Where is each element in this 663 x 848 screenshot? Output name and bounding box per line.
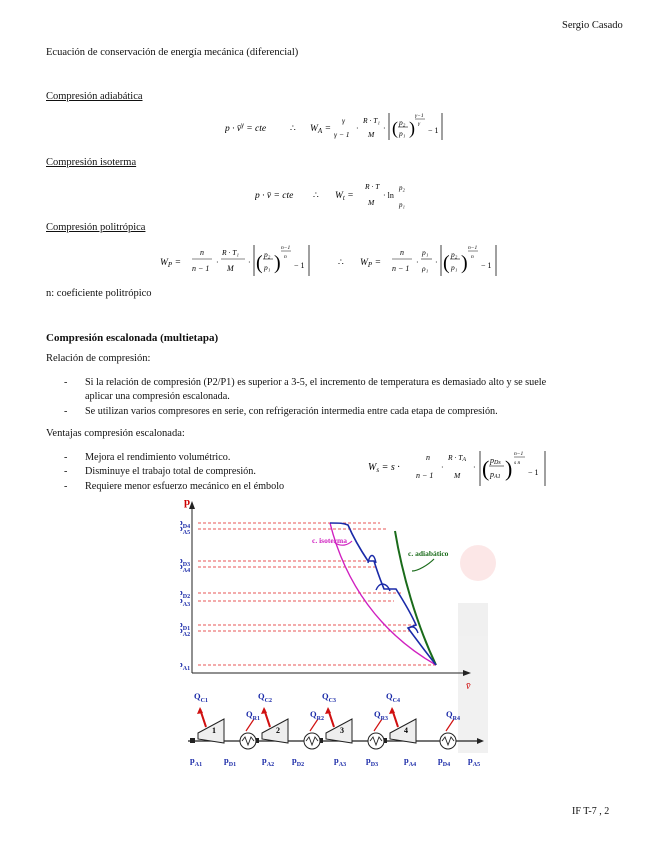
stage-number: 4 bbox=[404, 726, 408, 735]
svg-text:· ln: · ln bbox=[383, 191, 394, 200]
list-item: - Se utilizan varios compresores en serie, con refrigeración intermedia entre cada etapa de compresión. bbox=[64, 406, 498, 417]
svg-text:R · T₁: R · T₁ bbox=[363, 116, 380, 125]
header-author: Sergio Casado bbox=[562, 20, 623, 31]
compressor-heat-label: $Q_{C1}$ bbox=[194, 691, 208, 704]
stage-number: 3 bbox=[340, 726, 344, 735]
svg-text:(: ( bbox=[482, 456, 490, 481]
line-pressure-label: $p_{D1}$ bbox=[224, 755, 237, 768]
cooler-heat-label: $Q_{R3}$ bbox=[374, 709, 388, 722]
svg-text:): ) bbox=[274, 252, 281, 274]
staged-equation bbox=[368, 446, 563, 493]
polytropic-note: n: coeficiente politrópico bbox=[46, 288, 152, 299]
svg-text:∴: ∴ bbox=[338, 257, 344, 267]
compressor-heat-label: $Q_{C3}$ bbox=[322, 691, 336, 704]
svg-text:p₁: p₁ bbox=[399, 201, 405, 209]
compressor-icon bbox=[326, 719, 352, 743]
svg-text:p₁: p₁ bbox=[451, 263, 458, 272]
svg-text:Wt =: $W_t$ = bbox=[335, 191, 354, 202]
axis-y-label: p bbox=[184, 496, 191, 508]
intro-line: Ecuación de conservación de energía mecánica (diferencial) bbox=[46, 47, 299, 58]
list-item: - Si la relación de compresión (P2/P1) es superior a 3-5, el incremento de temperatura es demasiado alto y se suele bbox=[64, 377, 547, 388]
svg-text:p₂: p₂ bbox=[399, 118, 406, 127]
pressure-label: $p_{A3}$ bbox=[180, 595, 191, 608]
svg-text:WA =: $W_A$ = bbox=[310, 124, 331, 135]
adiabatic-equations bbox=[225, 107, 455, 146]
polytropic-equations bbox=[160, 241, 510, 284]
stage-number: 2 bbox=[276, 726, 280, 735]
svg-text:·: · bbox=[441, 463, 444, 472]
polytropic-equations-svg bbox=[160, 241, 510, 281]
svg-text:γ: γ bbox=[418, 121, 421, 127]
cooler-heat-label: $Q_{R4}$ bbox=[446, 709, 460, 722]
line-pressure-label: $p_{D2}$ bbox=[292, 755, 305, 768]
pressure-label: $p_{D4}$ bbox=[180, 517, 191, 530]
staged-ratio-label: Relación de compresión: bbox=[46, 353, 151, 364]
list-item: - Mejora el rendimiento volumétrico. bbox=[64, 452, 231, 463]
pressure-label: $p_{D3}$ bbox=[180, 555, 191, 568]
svg-text:− 1: − 1 bbox=[528, 468, 539, 477]
svg-text:n: n bbox=[400, 248, 404, 257]
list-item: aplicar una compresión escalonada. bbox=[85, 391, 230, 402]
svg-text:(: ( bbox=[392, 118, 398, 138]
pressure-label: $p_{A2}$ bbox=[180, 625, 191, 638]
list-item: - Disminuye el trabajo total de compresión. bbox=[64, 466, 256, 477]
svg-text:n − 1: n − 1 bbox=[416, 471, 434, 480]
pressure-labels bbox=[180, 517, 190, 672]
svg-text:n−1: n−1 bbox=[468, 245, 478, 251]
svg-text:ρ₁: ρ₁ bbox=[422, 264, 429, 273]
pressure-label: $p_{A1}$ bbox=[180, 659, 191, 672]
svg-text:pDs: pDs bbox=[490, 456, 501, 466]
svg-text:): ) bbox=[409, 118, 415, 138]
compressor-stage bbox=[190, 691, 224, 743]
line-pressure-label: $p_{A3}$ bbox=[334, 755, 347, 768]
svg-text:p₁: p₁ bbox=[264, 263, 271, 272]
line-pressure-label: $p_{A1}$ bbox=[190, 755, 203, 768]
svg-text:∴: ∴ bbox=[290, 123, 296, 133]
svg-text:M: M bbox=[368, 130, 375, 139]
svg-text:·: · bbox=[416, 258, 419, 267]
svg-text:M: M bbox=[368, 198, 375, 207]
svg-text:s n: s n bbox=[514, 460, 521, 466]
svg-text:(: ( bbox=[443, 252, 450, 274]
adiabatic-label: c. adiabático bbox=[408, 549, 449, 558]
list-item: - Requiere menor esfuerzo mecánico en el émbolo bbox=[64, 481, 285, 492]
svg-text:): ) bbox=[461, 252, 468, 274]
svg-text:p₂: p₂ bbox=[264, 250, 271, 259]
svg-text:WP =: $W_P$ = bbox=[160, 258, 181, 269]
svg-text:R · TA: R · TA bbox=[448, 453, 467, 463]
watermark-logo bbox=[458, 545, 496, 753]
cooler-heat-label: $Q_{R2}$ bbox=[310, 709, 324, 722]
footer-page: IF T-7 , 2 bbox=[572, 806, 610, 817]
svg-text:Ws = s ·: $W_s = s$ · bbox=[368, 462, 400, 474]
section-isothermal-title: Compresión isoterma bbox=[46, 157, 137, 168]
svg-text:− 1: − 1 bbox=[428, 126, 439, 135]
isothermal-equations-svg bbox=[255, 178, 425, 212]
line-pressure-label: $p_{A4}$ bbox=[404, 755, 417, 768]
axis-x-label: v̄ bbox=[466, 681, 471, 692]
compressor-heat-label: $Q_{C2}$ bbox=[258, 691, 272, 704]
svg-text:n−1: n−1 bbox=[514, 451, 524, 457]
pressure-label: $p_{A5}$ bbox=[180, 523, 191, 536]
svg-text:·: · bbox=[356, 124, 359, 133]
svg-text:γ: γ bbox=[342, 116, 345, 125]
svg-text:n − 1: n − 1 bbox=[392, 264, 410, 273]
heat-arrowhead bbox=[325, 707, 331, 714]
svg-text:WP =: $W_P$ = bbox=[360, 258, 381, 269]
compressor-train bbox=[188, 691, 484, 768]
svg-text:·: · bbox=[383, 124, 386, 133]
svg-text:− 1: − 1 bbox=[481, 261, 492, 270]
adiabatic-state-eq: p · v̄$^\gamma$ = cte bbox=[225, 121, 267, 134]
cooler-stage bbox=[440, 709, 460, 749]
svg-text:M: M bbox=[227, 264, 234, 273]
svg-text:·: · bbox=[473, 463, 476, 472]
line-pressure-label: $p_{A2}$ bbox=[262, 755, 275, 768]
svg-text:(: ( bbox=[256, 252, 263, 274]
svg-text:n: n bbox=[284, 254, 287, 260]
compressor-icon bbox=[198, 719, 224, 743]
svg-text:γ−1: γ−1 bbox=[415, 113, 424, 119]
svg-text:p₁: p₁ bbox=[422, 248, 429, 257]
svg-text:∴: ∴ bbox=[313, 190, 319, 200]
pressure-label: $p_{D1}$ bbox=[180, 619, 191, 632]
svg-text:R · T₁: R · T₁ bbox=[222, 248, 239, 257]
staged-title: Compresión escalonada (multietapa) bbox=[46, 332, 219, 344]
heat-arrowhead bbox=[197, 707, 203, 714]
svg-text:p₂: p₂ bbox=[451, 250, 458, 259]
compressor-icon bbox=[262, 719, 288, 743]
svg-text:n: n bbox=[471, 254, 474, 260]
diagram-svg bbox=[180, 493, 500, 773]
svg-text:·: · bbox=[216, 258, 219, 267]
isothermal-equations bbox=[255, 178, 425, 215]
valve-icon bbox=[190, 738, 195, 743]
svg-text:·: · bbox=[435, 258, 438, 267]
svg-text:pA1: pA1 bbox=[490, 470, 501, 480]
section-adiabatic-title: Compresión adiabática bbox=[46, 91, 143, 102]
svg-text:n: n bbox=[426, 453, 430, 462]
line-pressure-label: $p_{D4}$ bbox=[438, 755, 451, 768]
svg-text:p₁: p₁ bbox=[399, 129, 406, 138]
svg-text:− 1: − 1 bbox=[294, 261, 305, 270]
isotherm-label: c. isoterma bbox=[312, 536, 347, 545]
svg-text:n: n bbox=[200, 248, 204, 257]
line-pressure-label: $p_{A5}$ bbox=[468, 755, 481, 768]
svg-text:): ) bbox=[505, 456, 513, 481]
svg-text:p · v̄ = cte: p · v̄ = cte bbox=[255, 191, 294, 201]
svg-text:n − 1: n − 1 bbox=[192, 264, 210, 273]
adiabatic-equations-svg bbox=[225, 107, 455, 143]
heat-arrowhead bbox=[261, 707, 267, 714]
compressor-icon bbox=[390, 719, 416, 743]
pressure-label: $p_{D2}$ bbox=[180, 587, 191, 600]
heat-arrowhead bbox=[389, 707, 395, 714]
svg-text:·: · bbox=[248, 258, 251, 267]
pressure-label: $p_{A4}$ bbox=[180, 561, 191, 574]
staged-compression-diagram bbox=[180, 493, 500, 773]
compressor-heat-label: $Q_{C4}$ bbox=[386, 691, 400, 704]
svg-text:n−1: n−1 bbox=[281, 245, 291, 251]
stage-number: 1 bbox=[212, 726, 216, 735]
section-polytropic-title: Compresión politrópica bbox=[46, 222, 146, 233]
svg-text:p₂: p₂ bbox=[399, 184, 405, 192]
svg-text:R · T: R · T bbox=[365, 182, 380, 191]
cooler-heat-label: $Q_{R1}$ bbox=[246, 709, 260, 722]
staged-advantages-label: Ventajas compresión escalonada: bbox=[46, 428, 185, 439]
line-pressure-label: $p_{D3}$ bbox=[366, 755, 379, 768]
svg-text:M: M bbox=[454, 471, 461, 480]
svg-text:γ − 1: γ − 1 bbox=[334, 130, 350, 139]
adiabatic-arrow bbox=[412, 559, 434, 571]
staged-equation-svg bbox=[368, 446, 563, 490]
